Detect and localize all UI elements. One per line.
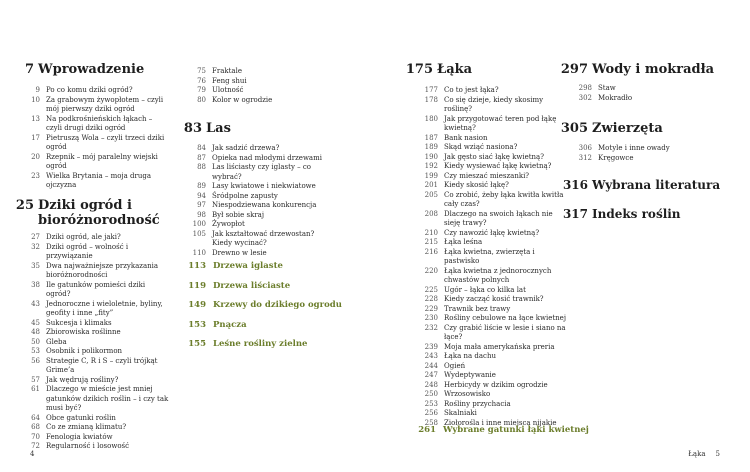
toc-entry [186, 96, 336, 106]
entry-page-number: 298 [578, 84, 592, 92]
entry-page-number: 87 [197, 153, 206, 162]
entry-title: Wrzosowisko [444, 390, 491, 398]
entry-title: Śródpolne zapusty [212, 191, 278, 200]
entry-page-number: 256 [424, 409, 438, 417]
entry-title: Kiedy zacząć kosić trawnik? [444, 295, 544, 303]
entry-title: Wybrane gatunki łąki kwietnej [443, 425, 589, 435]
toc-entry [418, 352, 568, 362]
entry-page-number: 220 [424, 266, 438, 275]
toc-entry [20, 423, 170, 433]
entry-title: Opieka nad młodymi drzewami [212, 153, 322, 162]
entry-page-number: 232 [424, 323, 438, 332]
entry-list [186, 67, 336, 105]
plant-catalog-entry [186, 339, 307, 349]
entry-page-number: 250 [424, 390, 438, 398]
entry-title: Regularność i losowość [46, 442, 130, 450]
entry-title: Mokradło [598, 93, 633, 102]
entry-page-number: 189 [424, 143, 438, 151]
entry-title: Żywopłot [212, 220, 245, 228]
section-heading [560, 121, 663, 136]
entry-title: Co ze zmianą klimatu? [46, 423, 127, 431]
running-footer-label: Łąka [688, 450, 706, 458]
entry-page-number: 228 [424, 295, 438, 303]
toc-entry [20, 96, 170, 115]
entry-title: Kiedy skosić łąkę? [444, 181, 509, 189]
entry-title: Bank nasion [444, 133, 488, 142]
section-title: Indeks roślin [592, 207, 681, 221]
entry-title: Dziki ogród – wolność i przywiązanie [46, 242, 129, 260]
toc-entry [418, 390, 568, 400]
entry-title: Drzewa iglaste [213, 261, 283, 271]
entry-page-number: 43 [31, 299, 40, 308]
entry-title: Na podkrośnieńskich łąkach – czyli drugi dziki ogród [46, 114, 153, 132]
entry-title: Co się dzieje, kiedy skosimy roślinę? [444, 95, 544, 113]
entry-title: Łąka kwietna, zwierzęta i pastwisko [444, 247, 535, 265]
toc-entry [20, 281, 170, 300]
entry-page-number: 9 [35, 86, 40, 94]
entry-title: Pnącza [213, 319, 247, 330]
toc-entry [20, 347, 170, 357]
entry-title: Ugór – łąka co kilka lat [444, 285, 526, 294]
entry-title: Fenologia kwiatów [46, 432, 113, 441]
toc-entry [20, 385, 170, 414]
entry-page-number: 216 [424, 247, 438, 256]
entry-page-number: 243 [424, 352, 438, 360]
section-title: Łąka [437, 62, 473, 77]
toc-entry [418, 286, 568, 296]
left-page-number: 4 [30, 450, 35, 458]
entry-page-number: 50 [31, 337, 40, 346]
entry-title: Kiedy wysiewać łąkę kwietną? [444, 162, 552, 170]
section-page-number: 175 [405, 62, 433, 77]
section-page-number: 305 [560, 121, 588, 136]
entry-page-number: 225 [424, 285, 438, 294]
entry-page-number: 38 [31, 280, 40, 289]
toc-entry [20, 442, 170, 452]
entry-page-number: 199 [424, 171, 438, 180]
entry-page-number: 149 [188, 300, 206, 310]
entry-page-number: 17 [31, 133, 40, 142]
running-footer [688, 450, 720, 458]
section-page-number: 316 [562, 178, 588, 192]
entry-title: Ile gatunków pomieści dziki ogród? [46, 280, 146, 298]
entry-page-number: 205 [424, 190, 438, 199]
section-title: Wprowadzenie [38, 62, 145, 77]
entry-title: Kolor w ogrodzie [212, 95, 273, 104]
entry-page-number: 57 [31, 375, 40, 384]
toc-entry [186, 249, 336, 259]
toc-entry [418, 305, 568, 315]
toc-entry [186, 163, 336, 182]
section-page-number: 83 [183, 121, 202, 136]
entry-title: Lasy kwiatowe i niekwiatowe [212, 182, 316, 190]
toc-entry [418, 343, 568, 353]
toc-entry [186, 77, 336, 87]
entry-title: Feng shui [212, 76, 247, 85]
toc-entry [186, 154, 336, 164]
entry-page-number: 153 [188, 319, 206, 330]
entry-page-number: 190 [424, 152, 438, 161]
toc-entry [20, 357, 170, 376]
entry-list [20, 86, 170, 191]
toc-entry [418, 143, 568, 153]
entry-page-number: 192 [424, 162, 438, 170]
entry-title: Las liściasty czy iglasty – co wybrać? [212, 163, 311, 181]
section-title: Wybrana literatura [592, 178, 721, 192]
toc-entry [418, 229, 568, 239]
entry-title: Gleba [46, 337, 67, 346]
entry-title: Czy nawozić łąkę kwietną? [444, 228, 540, 237]
entry-page-number: 48 [31, 328, 40, 336]
section-heading [560, 62, 714, 77]
toc-entry [186, 144, 336, 154]
entry-page-number: 70 [31, 432, 40, 441]
entry-page-number: 180 [424, 114, 438, 123]
entry-title: Jak kształtować drzewostan? Kiedy wycinać? [212, 229, 315, 247]
entry-title: Zbiorowiska roślinne [46, 328, 121, 336]
entry-page-number: 20 [31, 152, 40, 161]
entry-page-number: 244 [424, 361, 438, 370]
entry-title: Osobnik i polikormon [46, 347, 123, 355]
entry-list [20, 233, 170, 452]
entry-title: Łąka leśna [444, 238, 483, 246]
section-page-number: 25 [15, 198, 34, 213]
entry-page-number: 253 [424, 399, 438, 408]
entry-title: Czy mieszać mieszanki? [444, 171, 530, 180]
toc-entry [418, 295, 568, 305]
entry-list [572, 144, 712, 163]
toc-entry [20, 115, 170, 134]
toc-entry [418, 314, 568, 324]
entry-title: Kręgowce [598, 153, 634, 162]
toc-entry [418, 172, 568, 182]
entry-list [572, 84, 712, 103]
entry-title: Moja mała amerykańska preria [444, 342, 555, 351]
section-heading [6, 62, 144, 77]
toc-entry [572, 144, 712, 154]
entry-page-number: 79 [197, 86, 206, 94]
entry-page-number: 258 [424, 418, 438, 427]
entry-page-number: 27 [31, 233, 40, 241]
entry-page-number: 155 [188, 339, 206, 349]
toc-entry [418, 400, 568, 410]
toc-entry [418, 162, 568, 172]
entry-page-number: 61 [31, 385, 40, 393]
toc-entry [418, 371, 568, 381]
toc-entry [418, 96, 568, 115]
plant-catalog-entry [416, 425, 589, 435]
plant-catalog-entry [186, 300, 342, 310]
entry-title: Dwa najważniejsze przykazania bioróżnorodności [46, 261, 159, 279]
entry-title: Co to jest łąka? [444, 86, 499, 94]
entry-title: Rzepnik – mój paralelny wiejski ogród [46, 152, 158, 170]
entry-page-number: 76 [197, 76, 206, 85]
entry-page-number: 72 [31, 442, 40, 450]
section-page-number: 297 [560, 62, 588, 77]
entry-list [418, 86, 568, 428]
entry-title: Skąd wziąć nasiona? [444, 143, 518, 151]
toc-entry [20, 338, 170, 348]
toc-entry [418, 238, 568, 248]
section-page-number: 7 [24, 62, 34, 77]
toc-entry [20, 86, 170, 96]
toc-entry [186, 230, 336, 249]
entry-page-number: 239 [424, 342, 438, 351]
entry-title: Staw [598, 84, 616, 92]
toc-entry [572, 84, 712, 94]
entry-page-number: 100 [192, 220, 206, 228]
entry-page-number: 229 [424, 304, 438, 313]
entry-title: Ulotność [212, 86, 244, 94]
entry-page-number: 94 [197, 191, 206, 200]
entry-page-number: 201 [424, 181, 438, 189]
entry-title: Ziołorośla i inne miejsca nijakie [444, 418, 557, 427]
toc-entry [186, 211, 336, 221]
entry-page-number: 247 [424, 371, 438, 379]
section-heading [174, 121, 231, 136]
entry-page-number: 32 [31, 242, 40, 251]
entry-page-number: 113 [188, 261, 206, 271]
entry-page-number: 13 [31, 114, 40, 123]
toc-entry [186, 201, 336, 211]
toc-entry [186, 67, 336, 77]
entry-title: Łąka kwietna z jednorocznych chwastów polnych [444, 266, 552, 284]
entry-title: Łąka na dachu [444, 352, 496, 360]
entry-page-number: 302 [578, 93, 592, 102]
entry-page-number: 84 [197, 144, 206, 152]
toc-entry [20, 414, 170, 424]
toc-entry [20, 153, 170, 172]
entry-title: Niespodziewana konkurencja [212, 201, 317, 209]
entry-title: Skalniaki [444, 409, 477, 417]
toc-entry [20, 134, 170, 153]
toc-entry [418, 115, 568, 134]
entry-page-number: 64 [31, 413, 40, 422]
toc-entry [20, 319, 170, 329]
entry-title: Drzewa liściaste [213, 280, 291, 291]
section-heading [405, 62, 472, 77]
entry-page-number: 306 [578, 144, 592, 152]
entry-page-number: 119 [188, 280, 206, 291]
toc-entry [20, 376, 170, 386]
entry-title: Za grabowym żywopłotem – czyli mój pierwszy dziki ogród [46, 95, 164, 113]
toc-entry [418, 362, 568, 372]
entry-list [186, 144, 336, 258]
entry-page-number: 105 [192, 229, 206, 238]
entry-page-number: 75 [197, 67, 206, 75]
entry-page-number: 88 [197, 163, 206, 171]
entry-page-number: 89 [197, 182, 206, 190]
entry-page-number: 210 [424, 228, 438, 237]
plant-catalog-entry [186, 281, 290, 291]
entry-page-number: 45 [31, 318, 40, 327]
entry-page-number: 80 [197, 95, 206, 104]
section-page-number: 317 [562, 207, 588, 221]
entry-page-number: 261 [418, 425, 436, 435]
entry-page-number: 215 [424, 238, 438, 246]
toc-entry [418, 134, 568, 144]
toc-entry [186, 182, 336, 192]
entry-page-number: 97 [197, 201, 206, 209]
section-title: Las [206, 121, 231, 136]
toc-entry [418, 409, 568, 419]
toc-entry [20, 262, 170, 281]
entry-title: Sukcesja i klimaks [46, 318, 112, 327]
entry-title: Dlaczego na swoich łąkach nie sieję trawy? [444, 209, 553, 227]
section-title: Zwierzęta [592, 121, 663, 136]
toc-entry [418, 324, 568, 343]
toc-entry [418, 181, 568, 191]
entry-page-number: 177 [424, 86, 438, 94]
toc-entry [186, 192, 336, 202]
entry-title: Strategie C, R i S – czyli trójkąt Grime’a [46, 356, 158, 374]
entry-title: Dziki ogród, ale jaki? [46, 233, 121, 241]
entry-title: Pietruszą Wola – czyli trzeci dziki ogród [46, 133, 165, 151]
entry-title: Obce gatunki roślin [46, 413, 116, 422]
right-page-number: 5 [715, 450, 720, 458]
entry-title: Jak sadzić drzewa? [212, 144, 280, 152]
entry-page-number: 230 [424, 314, 438, 322]
entry-title: Motyle i inne owady [598, 144, 670, 152]
entry-title: Krzewy do dzikiego ogrodu [213, 300, 342, 310]
toc-entry [418, 191, 568, 210]
entry-title: Rośliny przychacia [444, 399, 511, 408]
entry-title: Co zrobić, żeby łąka kwitła kwitła cały czas? [444, 190, 564, 208]
toc-entry [418, 267, 568, 286]
entry-title: Drewno w lesie [212, 248, 267, 257]
entry-title: Po co komu dziki ogród? [46, 86, 133, 94]
toc-entry [20, 433, 170, 443]
entry-title: Rośliny cebulowe na łące kwietnej [444, 314, 566, 322]
toc-entry [418, 381, 568, 391]
entry-title: Czy grabić liście w lesie i siano na łące? [444, 323, 566, 341]
section-heading [6, 198, 168, 228]
entry-page-number: 35 [31, 261, 40, 270]
entry-title: Ogień [444, 361, 466, 370]
toc-entry [186, 86, 336, 96]
entry-page-number: 68 [31, 423, 40, 431]
entry-page-number: 248 [424, 380, 438, 389]
toc-entry [186, 220, 336, 230]
entry-page-number: 312 [578, 153, 592, 162]
entry-title: Leśne rośliny zielne [213, 339, 308, 349]
toc-entry [20, 172, 170, 191]
entry-page-number: 187 [424, 133, 438, 142]
entry-title: Jak gęsto siać łąkę kwietną? [444, 152, 544, 161]
toc-entry [418, 248, 568, 267]
entry-page-number: 98 [197, 210, 206, 219]
entry-title: Fraktale [212, 67, 242, 75]
toc-entry [572, 94, 712, 104]
entry-title: Jak przygotować teren pod łąkę kwietną? [444, 114, 557, 132]
entry-page-number: 110 [192, 248, 206, 257]
plant-catalog-entry [186, 320, 247, 330]
entry-title: Wydeptywanie [444, 371, 496, 379]
entry-page-number: 56 [31, 356, 40, 365]
entry-title: Jednoroczne i wieloletnie, byliny, geofity i inne „fity” [46, 299, 163, 317]
toc-entry [20, 328, 170, 338]
toc-entry [418, 86, 568, 96]
entry-title: Dlaczego w mieście jest mniej gatunków dzikich roślin – i czy tak musi być? [46, 385, 169, 412]
toc-entry [20, 300, 170, 319]
toc-entry [572, 154, 712, 164]
toc-entry [20, 233, 170, 243]
entry-page-number: 53 [31, 347, 40, 355]
entry-title: Był sobie skraj [212, 210, 265, 219]
entry-page-number: 208 [424, 209, 438, 218]
section-heading [560, 207, 681, 222]
toc-entry [20, 243, 170, 262]
section-heading [560, 178, 720, 193]
entry-page-number: 178 [424, 95, 438, 104]
toc-entry [418, 153, 568, 163]
toc-entry [418, 210, 568, 229]
entry-title: Herbicydy w dzikim ogrodzie [444, 380, 548, 389]
plant-catalog-entry [186, 261, 283, 271]
entry-page-number: 10 [31, 95, 40, 104]
section-title: Dziki ogród i bioróżnorodność [38, 198, 160, 228]
entry-title: Trawnik bez trawy [444, 304, 511, 313]
entry-page-number: 23 [31, 171, 40, 180]
entry-title: Wielka Brytania – moja druga ojczyzna [46, 171, 152, 189]
entry-title: Jak wędrują rośliny? [46, 375, 119, 384]
section-title: Wody i mokradła [592, 62, 715, 77]
